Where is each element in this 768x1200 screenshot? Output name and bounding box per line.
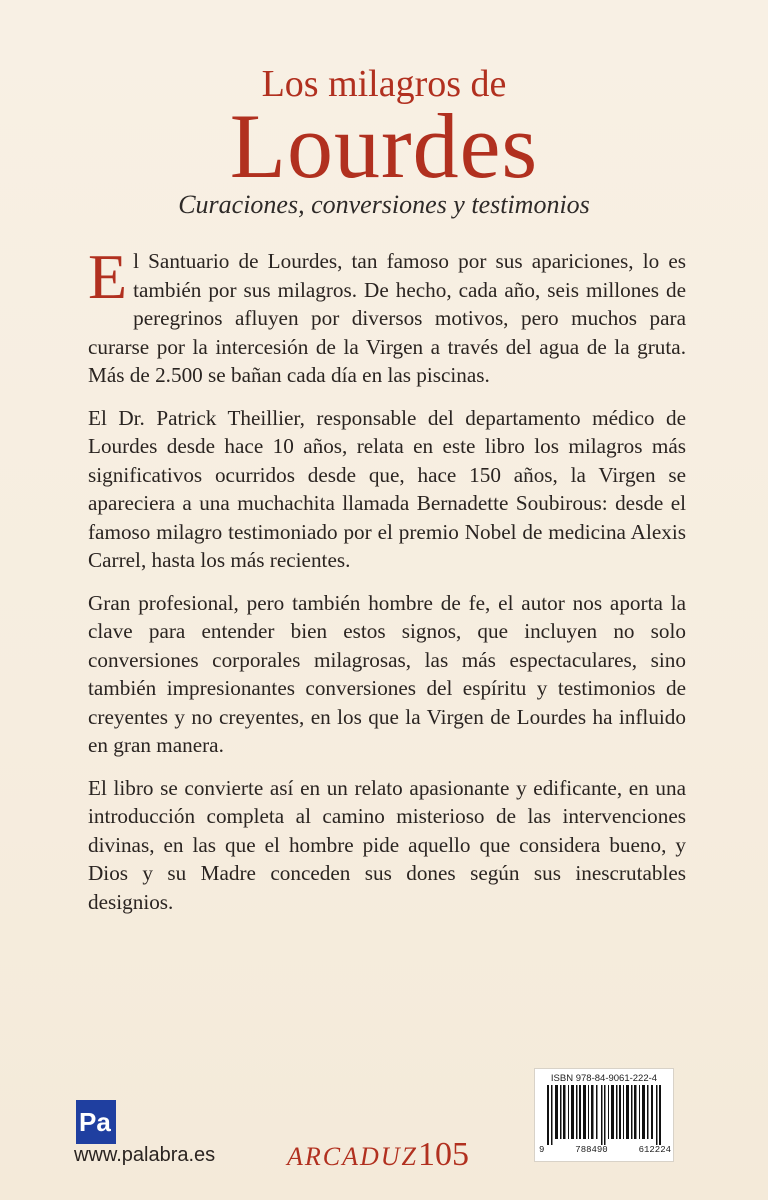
blurb: [88, 241, 686, 930]
isbn-barcode: [534, 1068, 674, 1162]
title-line-2: Lourdes: [229, 95, 539, 197]
paragraph-1: [88, 241, 686, 390]
paragraph-3: Gran profesional, pero también hombre de fe, el autor nos aporta la clave para entender bien estos signos, que incluyen no solo conversiones corporales milagrosas, las más espectaculares, sino también impresionantes conversiones del espíritu y testimonios de creyentes y no creyentes, en los que la Virgen de Lourdes ha influido en gran manera.: [88, 590, 686, 757]
publisher-website: www.palabra.es: [74, 1144, 216, 1166]
paragraph-2: El Dr. Patrick Theillier, responsable del departamento médico de Lourdes desde hace 10 años, relata en este libro los milagros más significativos ocurridos desde que, hace 150 años, la Virgen se apareciera a una muchachita llamada Bernadette Soubirous: desde el famoso milagro testimoniado por el premio Nobel de medicina Alexis Carrel, hasta los más recientes.: [88, 405, 686, 572]
ean-right-group: 612224: [638, 1145, 671, 1155]
ean-digits: [539, 1145, 671, 1155]
isbn-number: ISBN 978-84-9061-222-4: [550, 1073, 658, 1084]
title-line-1: Los milagros de: [261, 63, 507, 105]
paragraph-1-text: l Santuario de Lourdes, tan famoso por sus apariciones, lo es también por sus milagros. De hecho, cada año, seis millones de peregrinos afluyen por diversos motivos, pero muchos para curarse por la intercesión de la Virgen a través del agua de la gruta. Más de 2.500 se bañan cada día en las piscinas.: [88, 249, 686, 387]
ean-first-digit: 9: [539, 1145, 545, 1155]
palabra-logo-icon: [76, 1100, 116, 1144]
barcode-bars: [547, 1085, 661, 1145]
collection-number: 105: [418, 1136, 469, 1173]
logo-text: Pa: [79, 1107, 111, 1137]
collection-name: ARCADUZ: [287, 1142, 418, 1171]
drop-cap: E: [88, 241, 128, 312]
subtitle: Curaciones, conversiones y testimonios: [178, 190, 590, 219]
paragraph-4: El libro se convierte así en un relato apasionante y edificante, en una introducción completa al camino misterioso de las intervenciones divinas, en las que el hombre pide aquello que considera bueno, y Dios y su Madre conceden sus dones según sus inescrutables designios.: [88, 775, 686, 914]
ean-left-group: 788490: [575, 1145, 608, 1155]
collection-label: [287, 1136, 469, 1174]
